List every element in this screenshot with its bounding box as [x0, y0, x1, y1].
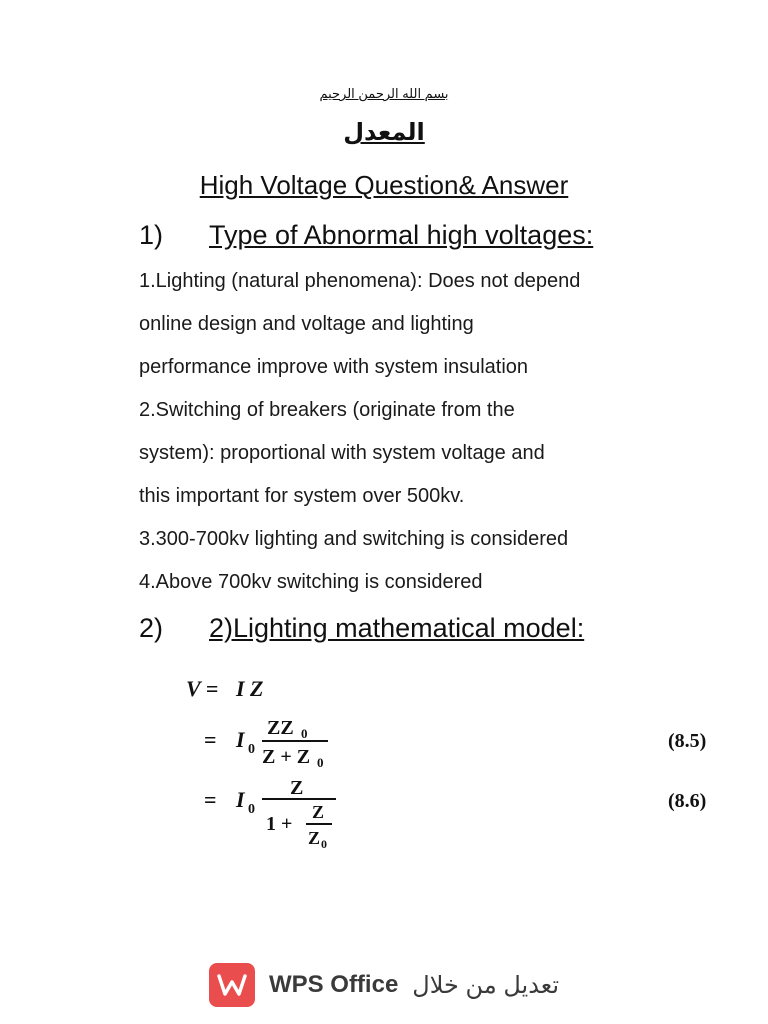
formula-denominator: 1 +: [266, 813, 293, 835]
body-line: performance improve with system insulation: [139, 356, 529, 378]
formula-numerator: ZZ: [267, 717, 294, 739]
document-title: High Voltage Question& Answer: [199, 170, 569, 200]
formula-inner-numerator: Z: [312, 802, 325, 822]
body-line: online design and voltage and lighting: [139, 313, 474, 335]
formula-iz: I Z: [236, 676, 264, 701]
body-line: system): proportional with system voltage and: [139, 442, 545, 464]
formula-numerator: Z: [290, 777, 304, 799]
formula-subscript: 0: [317, 755, 324, 770]
formula-current: I: [236, 727, 245, 752]
formula-equals: =: [204, 787, 217, 812]
body-line: 4.Above 700kv switching is considered: [139, 571, 483, 593]
section-number: 2): [139, 613, 164, 643]
section-heading-text: Type of Abnormal high voltages:: [209, 220, 594, 250]
body-line: 1.Lighting (natural phenomena): Does not depend: [139, 270, 581, 292]
formula-denominator: Z + Z: [262, 746, 311, 768]
body-line: 3.300-700kv lighting and switching is considered: [139, 528, 569, 550]
equation-label: (8.6): [668, 790, 707, 812]
wps-arabic-label[interactable]: تعديل من خلال: [412, 971, 560, 999]
formula-subscript: 0: [301, 726, 308, 741]
wps-footer-banner[interactable]: [0, 962, 768, 1008]
formula-current: I: [236, 787, 245, 812]
body-line: 2.Switching of breakers (originate from the: [139, 399, 515, 421]
body-line: this important for system over 500kv.: [139, 485, 465, 507]
formula-v-lhs: V =: [186, 676, 219, 701]
basmala-line: بسم الله الرحمن الرحيم: [319, 86, 449, 101]
formula-equals: =: [204, 727, 217, 752]
wps-brand-label[interactable]: WPS Office: [268, 971, 399, 998]
section-heading-2: [139, 613, 584, 644]
wps-w-icon[interactable]: [209, 963, 255, 1007]
formula-subscript: 0: [321, 837, 327, 851]
formula-inner-denominator: Z: [308, 828, 321, 848]
formula-subscript: 0: [248, 802, 255, 817]
section-number: 1): [139, 220, 164, 250]
formula-subscript: 0: [248, 742, 255, 757]
subject-title: المعدل: [343, 119, 425, 146]
section-heading-1: [139, 220, 593, 251]
section-heading-text: 2)Lighting mathematical model:: [209, 613, 585, 643]
formula-image: [170, 668, 730, 858]
equation-label: (8.5): [668, 730, 707, 752]
